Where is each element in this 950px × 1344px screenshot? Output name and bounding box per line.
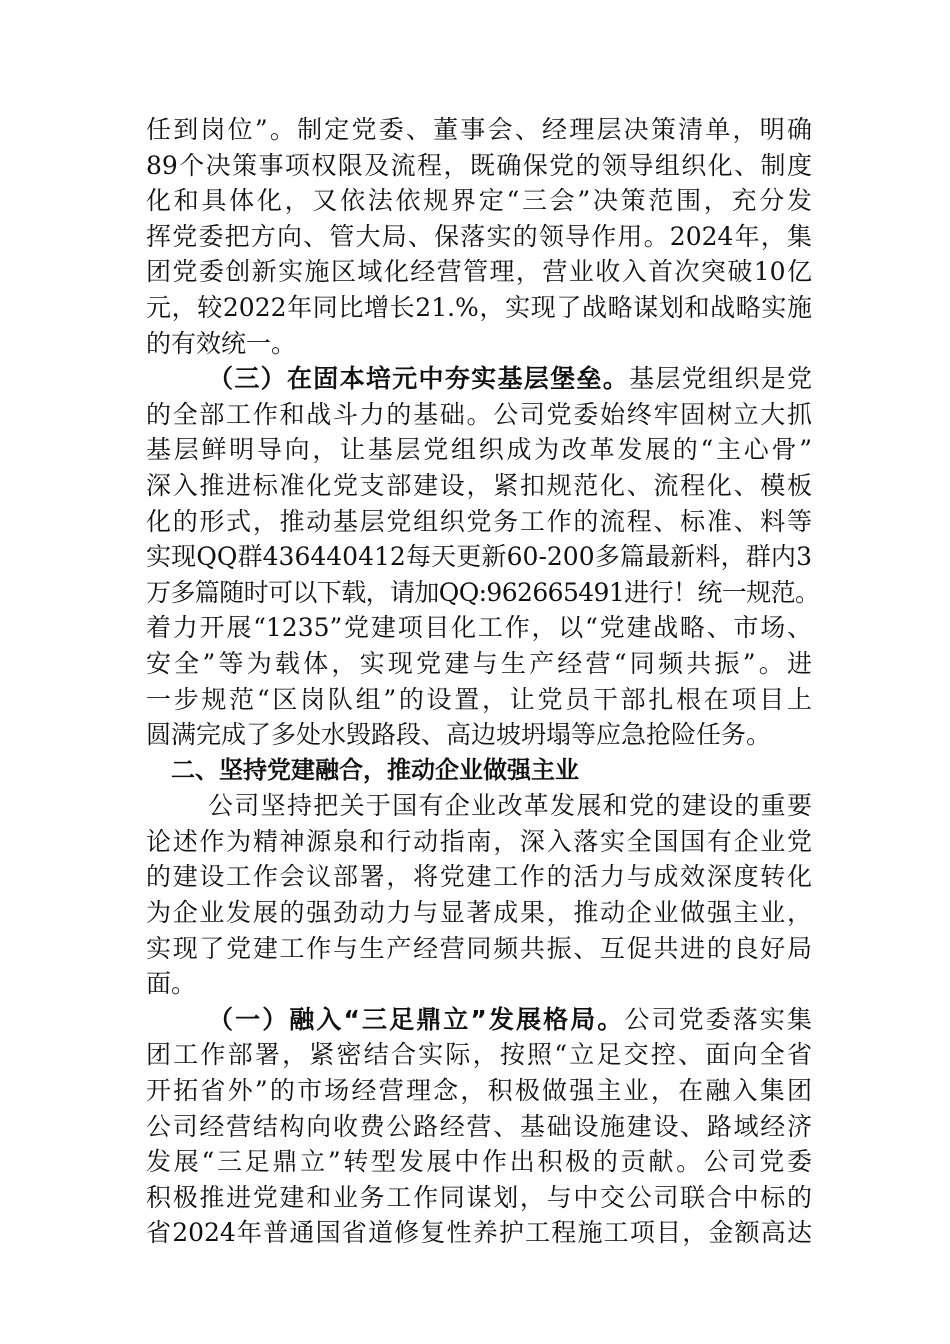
text-line: 元，较2022年同比增长21.%，实现了战略谋划和战略实施 — [146, 292, 812, 322]
subsection-first-line — [146, 1002, 812, 1038]
text-line: 着力开展“1235”党建项目化工作，以“党建战略、市场、 — [146, 613, 812, 643]
text-line: 实现了党建工作与生产经营同频共振、互促共进的良好局 — [146, 933, 812, 963]
subsection-heading: （三）在固本培元中夯实基层堡垒。 — [208, 364, 630, 394]
text-line: 为企业发展的强劲动力与显著成果，推动企业做强主业， — [146, 898, 812, 928]
document-body — [146, 112, 820, 1251]
text-fragment: 公司党委落实集 — [624, 1004, 812, 1034]
text-line: 公司坚持把关于国有企业改革发展和党的建设的重要 — [208, 791, 812, 821]
text-fragment: 基层党组织是党 — [629, 364, 812, 394]
text-line: 一步规范“区岗队组”的设置，让党员干部扎根在项目上 — [146, 684, 812, 714]
text-line: 89个决策事项权限及流程，既确保党的领导组织化、制度 — [146, 150, 812, 180]
text-line: 基层鲜明导向，让基层党组织成为改革发展的“主心骨” — [146, 435, 812, 465]
subsection-first-line — [146, 361, 812, 397]
text-line: 的有效统一。 — [146, 328, 297, 358]
text-line: 的建设工作会议部署，将党建工作的活力与成效深度转化 — [146, 862, 812, 892]
text-line: 论述作为精神源泉和行动指南，深入落实全国国有企业党 — [146, 826, 812, 856]
text-line: 公司经营结构向收费公路经营、基础设施建设、路域经济 — [146, 1111, 812, 1141]
text-line: 发展“三足鼎立”转型发展中作出积极的贡献。公司党委 — [146, 1147, 812, 1177]
subsection-heading: （一）融入“三足鼎立”发展格局。 — [208, 1004, 625, 1034]
text-line: 万多篇随时可以下载，请加QQ:962665491进行！统一规范。 — [146, 577, 820, 607]
text-line: 化的形式，推动基层党组织党务工作的流程、标准、料等 — [146, 506, 812, 536]
text-line: 团党委创新实施区域化经营管理，营业收入首次突破10亿 — [146, 257, 812, 287]
text-line: 团工作部署，紧密结合实际，按照“立足交控、面向全省 — [146, 1040, 812, 1070]
text-line: 圆满完成了多处水毁路段、高边坡坍塌等应急抢险任务。 — [146, 720, 772, 750]
text-line: 安全”等为载体，实现党建与生产经营“同频共振”。进 — [146, 648, 812, 678]
text-line: 挥党委把方向、管大局、保落实的领导作用。2024年，集 — [146, 221, 812, 251]
text-line: 的全部工作和战斗力的基础。公司党委始终牢固树立大抓 — [146, 399, 812, 429]
section-heading: 二、坚持党建融合，推动企业做强主业 — [171, 755, 579, 784]
text-line: 积极推进党建和业务工作同谋划，与中交公司联合中标的 — [146, 1182, 812, 1212]
text-line: 面。 — [146, 969, 197, 999]
text-line: 实现QQ群436440412每天更新60-200多篇最新料，群内3 — [146, 542, 812, 572]
text-line: 深入推进标准化党支部建设，紧扣规范化、流程化、模板 — [146, 470, 812, 500]
text-line: 开拓省外”的市场经营理念，积极做强主业，在融入集团 — [146, 1076, 812, 1106]
text-line: 任到岗位”。制定党委、董事会、经理层决策清单，明确 — [146, 115, 812, 144]
text-line: 省2024年普通国省道修复性养护工程施工项目，金额高达 — [146, 1218, 812, 1248]
text-line: 化和具体化，又依法依规界定“三会”决策范围，充分发 — [146, 186, 812, 216]
